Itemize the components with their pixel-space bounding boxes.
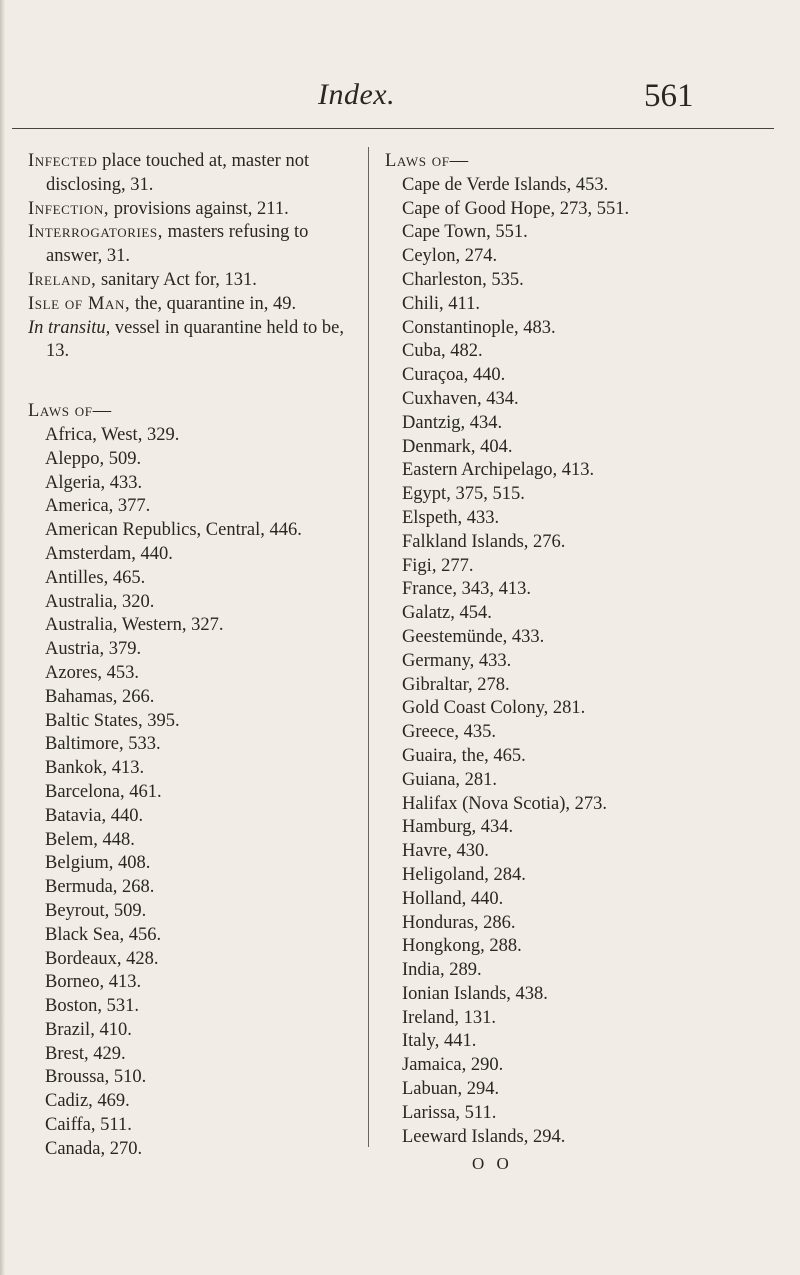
law-entry: Algeria, 433.: [45, 472, 143, 493]
law-entry: Belem, 448.: [45, 829, 135, 850]
law-entry: Halifax (Nova Scotia), 273.: [402, 793, 607, 814]
section-gap: [28, 364, 364, 400]
running-head: [0, 74, 800, 114]
entry-text: the, quarantine in, 49.: [130, 293, 297, 314]
law-entry: Barcelona, 461.: [45, 781, 162, 802]
law-entry: Baltic States, 395.: [45, 710, 180, 731]
entry-heading: Infected: [28, 151, 98, 171]
law-entry: Galatz, 454.: [402, 603, 492, 624]
law-entry: Bahamas, 266.: [45, 686, 155, 707]
law-entry: Baltimore, 533.: [45, 734, 161, 755]
law-entry: Geestemünde, 433.: [402, 626, 545, 647]
law-entry: Boston, 531.: [45, 996, 140, 1017]
law-entry: Egypt, 375, 515.: [402, 484, 525, 505]
law-entry: Beyrout, 509.: [45, 900, 147, 921]
law-entry: Ireland, 131.: [402, 1007, 497, 1028]
law-entry: Amsterdam, 440.: [45, 543, 173, 564]
law-entry: Broussa, 510.: [45, 1067, 147, 1088]
index-entry: [28, 317, 364, 365]
laws-heading: Laws of—: [385, 151, 469, 171]
law-entry: Hongkong, 288.: [402, 936, 522, 957]
laws-heading: Laws of—: [28, 401, 112, 422]
law-entry: Batavia, 440.: [45, 805, 144, 826]
law-entry: Canada, 270.: [45, 1138, 143, 1159]
law-entry: Falkland Islands, 276.: [402, 531, 566, 552]
entry-heading: Infection,: [28, 198, 110, 219]
law-entry: Larissa, 511.: [402, 1102, 497, 1123]
law-entry: Guiana, 281.: [402, 769, 498, 790]
law-entry: Guaira, the, 465.: [402, 745, 526, 766]
signature-mark: O O: [472, 1154, 513, 1173]
header-rule: [12, 128, 774, 129]
entry-heading: Isle of Man,: [28, 293, 131, 314]
law-entry: Eastern Archipelago, 413.: [402, 460, 595, 481]
law-entry: Hamburg, 434.: [402, 817, 514, 838]
law-entry: Ionian Islands, 438.: [402, 983, 548, 1004]
law-entry: Cape of Good Hope, 273, 551.: [402, 198, 630, 219]
entry-heading-italic: In transitu,: [28, 317, 111, 338]
law-entry: Bankok, 413.: [45, 758, 145, 779]
right-column: [385, 150, 785, 1149]
law-entry: Cape Town, 551.: [402, 222, 528, 243]
law-entry: Figi, 277.: [402, 555, 474, 576]
entry-text: provisions against, 211.: [109, 198, 289, 219]
page-edge: [0, 0, 5, 1275]
law-entry: Bordeaux, 428.: [45, 948, 159, 969]
law-entry: Denmark, 404.: [402, 436, 513, 457]
index-entry: [28, 293, 364, 317]
law-entry: Azores, 453.: [45, 662, 140, 683]
law-entry: Borneo, 413.: [45, 972, 142, 993]
law-entry: Leeward Islands, 294.: [402, 1126, 566, 1147]
law-entry: Heligoland, 284.: [402, 864, 526, 885]
law-entry: Belgium, 408.: [45, 853, 151, 874]
law-entry: American Republics, Central, 446.: [45, 520, 302, 541]
law-entry: Jamaica, 290.: [402, 1055, 504, 1076]
law-entry: Germany, 433.: [402, 650, 512, 671]
law-entry: Australia, 320.: [45, 591, 155, 612]
law-entry: Africa, West, 329.: [45, 424, 180, 445]
law-entry: Antilles, 465.: [45, 567, 146, 588]
law-entry: Labuan, 294.: [402, 1079, 500, 1100]
left-column: [28, 150, 364, 1162]
law-entry: Cape de Verde Islands, 453.: [402, 174, 609, 195]
index-entry: [28, 221, 364, 269]
law-entry: Bermuda, 268.: [45, 877, 155, 898]
law-entry: Gold Coast Colony, 281.: [402, 698, 586, 719]
entry-heading: Interrogatories,: [28, 222, 163, 243]
law-entry: France, 343, 413.: [402, 579, 531, 600]
law-entry: Australia, Western, 327.: [45, 615, 224, 636]
law-entry: Dantzig, 434.: [402, 412, 503, 433]
index-entry: [28, 198, 364, 222]
law-entry: Cadiz, 469.: [45, 1091, 130, 1112]
law-entry: America, 377.: [45, 496, 151, 517]
entry-heading: Ireland,: [28, 269, 97, 290]
law-entry: Honduras, 286.: [402, 912, 516, 933]
law-entry: Elspeth, 433.: [402, 507, 500, 528]
entry-text: masters refusing to answer, 31.: [46, 222, 309, 267]
law-entry: Cuxhaven, 434.: [402, 388, 519, 409]
entry-text: place touched at, master not disclosing, 31.: [46, 151, 310, 195]
entry-text: vessel in quarantine held to be, 13.: [46, 317, 344, 362]
law-entry: Havre, 430.: [402, 841, 489, 862]
law-entry: Brazil, 410.: [45, 1019, 132, 1040]
law-entry: Cuba, 482.: [402, 341, 483, 362]
law-entry: Curaçoa, 440.: [402, 365, 506, 386]
page-number: 561: [644, 78, 694, 114]
law-entry: Chili, 411.: [402, 293, 480, 314]
law-entry: Caiffa, 511.: [45, 1115, 132, 1136]
law-entry: Gibraltar, 278.: [402, 674, 510, 695]
law-entry: Aleppo, 509.: [45, 448, 142, 469]
law-entry: Greece, 435.: [402, 722, 496, 743]
law-entry: Italy, 441.: [402, 1031, 477, 1052]
column-divider: [368, 147, 369, 1147]
law-entry: Constantinople, 483.: [402, 317, 556, 338]
page-title: Index.: [318, 78, 396, 111]
law-entry: Brest, 429.: [45, 1043, 126, 1064]
law-entry: Black Sea, 456.: [45, 924, 162, 945]
index-entry: [28, 150, 364, 198]
entry-text: sanitary Act for, 131.: [96, 269, 257, 290]
laws-list-left: [28, 424, 364, 1162]
law-entry: Austria, 379.: [45, 639, 142, 660]
laws-list-right: [385, 174, 785, 1150]
index-entry: [28, 269, 364, 293]
law-entry: Charleston, 535.: [402, 269, 524, 290]
law-entry: Ceylon, 274.: [402, 246, 498, 267]
law-entry: India, 289.: [402, 960, 482, 981]
law-entry: Holland, 440.: [402, 888, 504, 909]
